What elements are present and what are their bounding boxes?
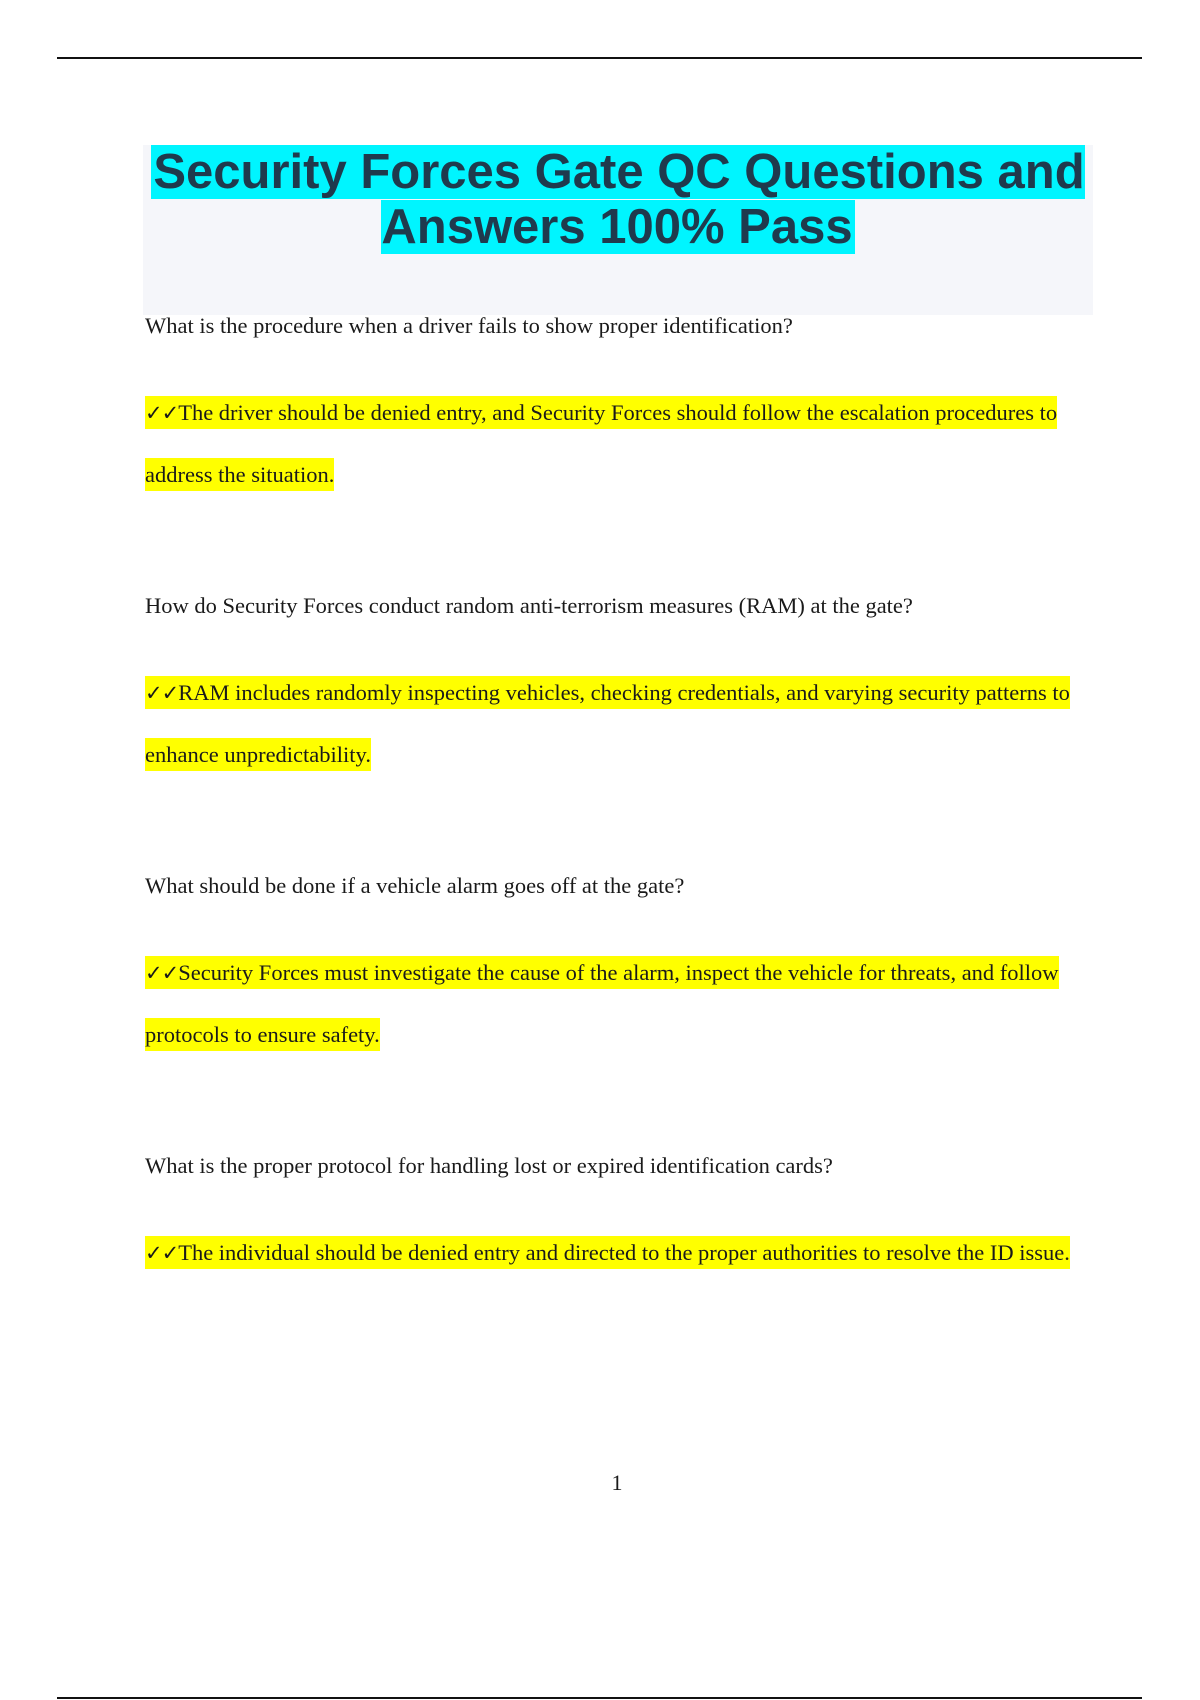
- header-rule: [57, 57, 1142, 59]
- answer-text: The driver should be denied entry, and Security Forces should follow the escalation procedures to address the situation.: [145, 400, 1058, 487]
- check-icon: ✓✓: [145, 401, 179, 425]
- answer-text: Security Forces must investigate the cause of the alarm, inspect the vehicle for threats, and follow protocols to ensure safety.: [145, 960, 1059, 1047]
- answer-text: RAM includes randomly inspecting vehicles, checking credentials, and varying security patterns to enhance unpredictability.: [145, 680, 1070, 767]
- answer-highlight: [145, 676, 1070, 771]
- qa-item: [145, 872, 1095, 1065]
- check-icon: ✓✓: [145, 681, 179, 705]
- qa-item: [145, 592, 1095, 785]
- answer-block: [145, 662, 1095, 785]
- answer-block: [145, 942, 1095, 1065]
- check-icon: ✓✓: [145, 961, 179, 985]
- qa-item: [145, 312, 1095, 505]
- title-text: Security Forces Gate QC Questions and Answers 100% Pass: [153, 145, 1085, 254]
- question-text: How do Security Forces conduct random anti-terrorism measures (RAM) at the gate?: [145, 593, 913, 618]
- answer-highlight: [145, 956, 1059, 1051]
- footer-rule: [57, 1697, 1142, 1699]
- answer-highlight: [145, 396, 1057, 491]
- question-text: What is the proper protocol for handling lost or expired identification cards?: [145, 1153, 833, 1178]
- answer-block: [145, 1222, 1095, 1284]
- page-title: [143, 145, 1093, 255]
- qa-item: [145, 1152, 1095, 1284]
- question-text: What is the procedure when a driver fails to show proper identification?: [145, 313, 793, 338]
- answer-text: The individual should be denied entry and directed to the proper authorities to resolve the ID issue.: [178, 1240, 1070, 1265]
- check-icon: ✓✓: [145, 1241, 179, 1265]
- title-block: [143, 145, 1093, 315]
- answer-block: [145, 382, 1095, 505]
- question-text: What should be done if a vehicle alarm goes off at the gate?: [145, 873, 685, 898]
- page-number: 1: [611, 1470, 623, 1495]
- answer-highlight: [145, 1236, 1070, 1269]
